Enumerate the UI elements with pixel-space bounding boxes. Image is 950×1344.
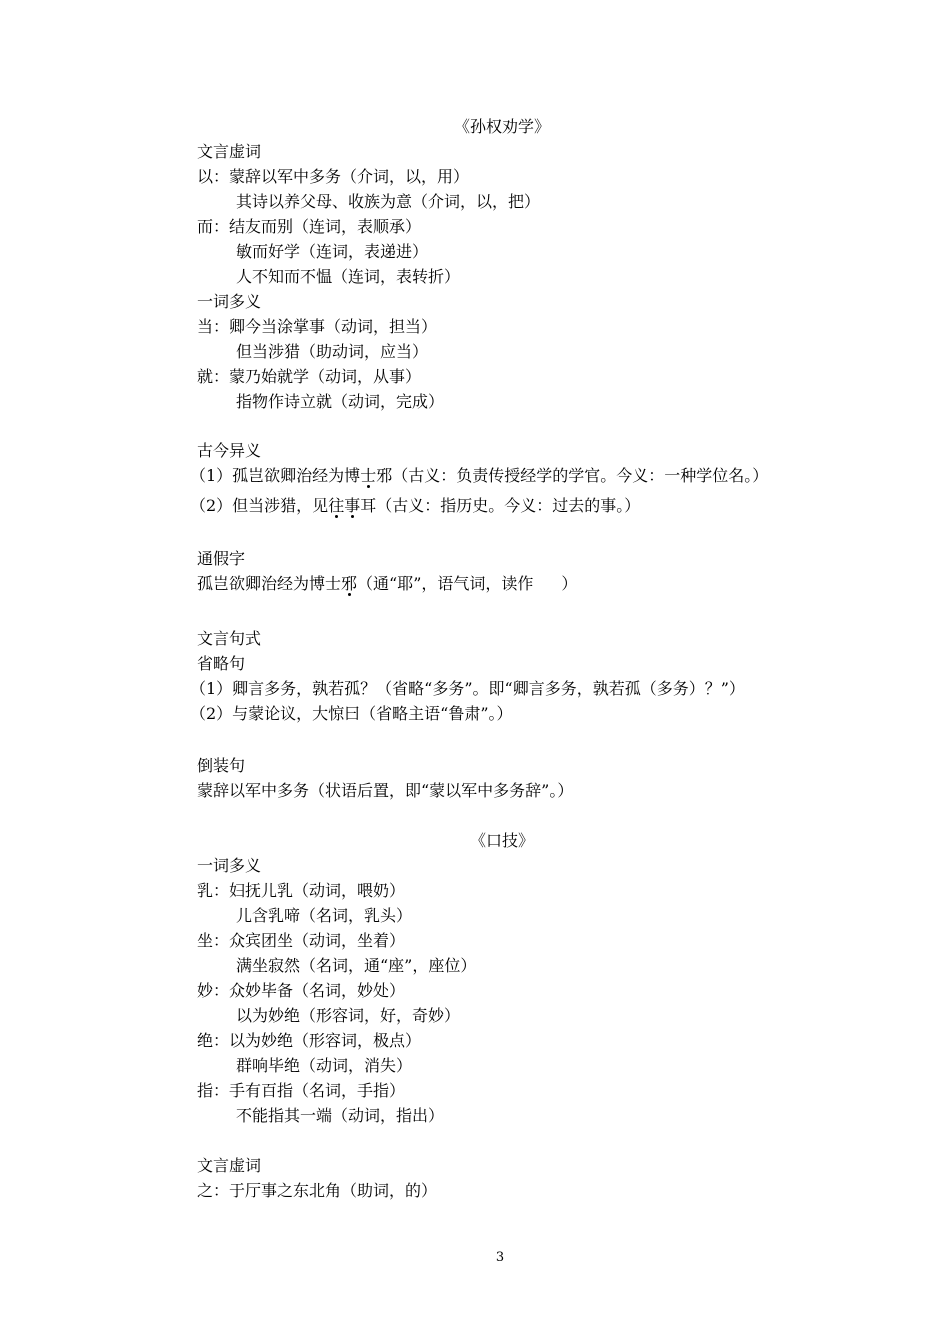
gujin-1-prefix: （1）孤岂欲卿治经为博 bbox=[190, 466, 361, 485]
heading-jushi: 文言句式 bbox=[197, 629, 262, 648]
entry-miao-2: 以为妙绝（形容词，好，奇妙） bbox=[236, 1006, 461, 1025]
heading-daozhuang: 倒装句 bbox=[197, 756, 246, 775]
entry-er-1: 而：结友而别（连词，表顺承） bbox=[197, 217, 422, 236]
entry-zhi-1: 指：手有百指（名词，手指） bbox=[197, 1081, 406, 1100]
page-number: 3 bbox=[495, 1250, 505, 1265]
emphasis-dot-char: 事 bbox=[344, 496, 361, 515]
heading-xuci-kouji: 文言虚词 bbox=[197, 1156, 262, 1175]
heading-gujin: 古今异义 bbox=[197, 441, 262, 460]
entry-ru-2: 儿含乳啼（名词，乳头） bbox=[236, 906, 413, 925]
entry-jiu-2: 指物作诗立就（动词，完成） bbox=[236, 392, 445, 411]
entry-miao-1: 妙：众妙毕备（名词，妙处） bbox=[197, 981, 406, 1000]
gujin-2-suffix: 耳（古义：指历史。今义：过去的事。） bbox=[360, 496, 641, 515]
heading-shenglue: 省略句 bbox=[197, 654, 246, 673]
spacer bbox=[197, 518, 887, 546]
tongjia-close: ） bbox=[561, 574, 578, 593]
heading-duoyi: 一词多义 bbox=[197, 292, 262, 311]
heading-tongjia: 通假字 bbox=[197, 549, 246, 568]
entry-ru-1: 乳：妇抚儿乳（动词，喂奶） bbox=[197, 881, 406, 900]
entry-shenglue-2: （2）与蒙论议，大惊曰（省略主语“鲁肃”。） bbox=[190, 704, 513, 723]
spacer bbox=[197, 726, 887, 753]
entry-gujin-1 bbox=[190, 463, 887, 488]
entry-jue-2: 群响毕绝（动词，消失） bbox=[236, 1056, 413, 1075]
entry-zuo-2: 满坐寂然（名词，通“座”，座位） bbox=[236, 956, 477, 975]
tongjia-suffix: （通“耶”，语气词，读作 bbox=[357, 574, 534, 593]
entry-dang-1: 当：卿今当涂掌事（动词，担当） bbox=[197, 317, 438, 336]
entry-tongjia bbox=[197, 571, 887, 596]
entry-shenglue-1: （1）卿言多务，孰若孤？（省略“多务”。即“卿言多务，孰若孤（多务）？”） bbox=[190, 679, 745, 698]
gujin-1-suffix: 邪（古义：负责传授经学的学官。今义：一种学位名。） bbox=[376, 466, 769, 485]
entry-jue-1: 绝：以为妙绝（形容词，极点） bbox=[197, 1031, 422, 1050]
entry-dang-2: 但当涉猎（助动词，应当） bbox=[236, 342, 429, 361]
tongjia-prefix: 孤岂欲卿治经为博士 bbox=[197, 574, 342, 593]
heading-xuci: 文言虚词 bbox=[197, 142, 262, 161]
entry-zhi-2: 不能指其一端（动词，指出） bbox=[236, 1106, 445, 1125]
entry-zuo-1: 坐：众宾团坐（动词，坐着） bbox=[197, 931, 406, 950]
emphasis-dot-char: 邪 bbox=[341, 574, 358, 593]
section-title-kouji: 《口技》 bbox=[469, 831, 534, 850]
entry-er-2: 敏而好学（连词，表递进） bbox=[236, 242, 429, 261]
gujin-2-prefix: （2）但当涉猎，见 bbox=[190, 496, 329, 515]
entry-er-3: 人不知而不愠（连词，表转折） bbox=[236, 267, 461, 286]
entry-jiu-1: 就：蒙乃始就学（动词，从事） bbox=[197, 367, 422, 386]
page-content bbox=[190, 114, 887, 1203]
heading-duoyi-kouji: 一词多义 bbox=[197, 856, 262, 875]
entry-gujin-2 bbox=[190, 493, 887, 518]
emphasis-dot-char: 往 bbox=[328, 496, 345, 515]
spacer bbox=[197, 803, 887, 828]
section-title-sunquan: 《孙权劝学》 bbox=[453, 117, 550, 136]
spacer bbox=[197, 596, 887, 626]
entry-zhi-de: 之：于厅事之东北角（助词，的） bbox=[197, 1181, 438, 1200]
entry-daozhuang-1: 蒙辞以军中多务（状语后置，即“蒙以军中多务辞”。） bbox=[197, 781, 574, 800]
entry-yi-2: 其诗以养父母、收族为意（介词，以，把） bbox=[236, 192, 541, 211]
entry-yi-1: 以：蒙辞以军中多务（介词，以，用） bbox=[197, 167, 470, 186]
spacer bbox=[197, 414, 887, 438]
emphasis-dot-char: 士 bbox=[360, 466, 377, 485]
spacer bbox=[197, 1128, 887, 1153]
